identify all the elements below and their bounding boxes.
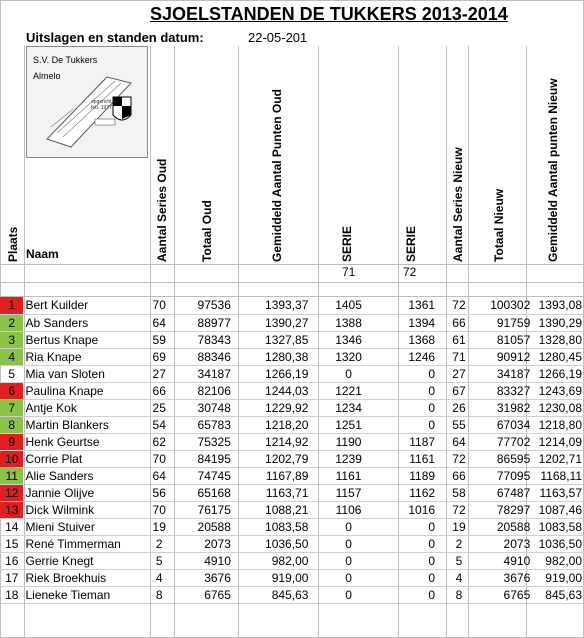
table-row [0, 535, 584, 552]
name-cell: Bertus Knape [23, 331, 147, 348]
series-new-cell: 72 [437, 450, 481, 467]
table-row [0, 518, 584, 535]
total-new-cell: 77095 [481, 467, 532, 484]
total-new-cell: 4910 [481, 552, 532, 569]
total-new-cell: 67034 [481, 416, 532, 433]
total-new-cell: 20588 [481, 518, 532, 535]
rank-cell: 10 [0, 450, 23, 467]
table-row [0, 399, 584, 416]
col-header-aantal-series-oud: Aantal Series Oud [155, 158, 169, 262]
name-cell: Ria Knape [23, 348, 147, 365]
col-header-naam: Naam [26, 247, 59, 261]
name-cell: Antje Kok [23, 399, 147, 416]
series-new-cell: 55 [437, 416, 481, 433]
serie-71-cell: 0 [310, 535, 386, 552]
serie-71-cell: 1106 [310, 501, 386, 518]
table-row [0, 348, 584, 365]
series-new-cell: 61 [437, 331, 481, 348]
col-header-gemiddeld-oud: Gemiddeld Aantal Punten Oud [270, 89, 284, 262]
total-new-cell: 67487 [481, 484, 532, 501]
serie-72-cell: 1189 [387, 467, 437, 484]
avg-new-cell: 1328,80 [532, 331, 584, 348]
col-header-serie-2: SERIE [404, 225, 418, 262]
rank-cell: 12 [0, 484, 23, 501]
serie-72-cell: 1368 [387, 331, 437, 348]
total-old-cell: 84195 [171, 450, 233, 467]
rank-cell: 9 [0, 433, 23, 450]
col-header-totaal-oud: Totaal Oud [200, 200, 214, 262]
series-new-cell: 26 [437, 399, 481, 416]
series-old-cell: 64 [147, 314, 170, 331]
total-old-cell: 88346 [171, 348, 233, 365]
total-new-cell: 6765 [481, 586, 532, 603]
series-new-cell: 71 [437, 348, 481, 365]
serie-72-cell: 0 [387, 518, 437, 535]
standings-table [0, 297, 584, 604]
avg-old-cell: 919,00 [233, 569, 311, 586]
table-row [0, 382, 584, 399]
total-new-cell: 78297 [481, 501, 532, 518]
total-new-cell: 77702 [481, 433, 532, 450]
table-row [0, 569, 584, 586]
avg-new-cell: 1202,71 [532, 450, 584, 467]
rank-cell: 13 [0, 501, 23, 518]
serie-72-cell: 0 [387, 399, 437, 416]
serie-number-2: 72 [403, 265, 417, 279]
total-new-cell: 86595 [481, 450, 532, 467]
series-new-cell: 64 [437, 433, 481, 450]
total-old-cell: 65783 [171, 416, 233, 433]
logo-founded: opgericht in feb. 1977 [91, 99, 117, 111]
results-date-label: Uitslagen en standen datum: [26, 30, 204, 45]
series-old-cell: 69 [147, 348, 170, 365]
header-divider [0, 264, 584, 265]
avg-new-cell: 1218,80 [532, 416, 584, 433]
table-row [0, 450, 584, 467]
serie-72-cell: 1394 [387, 314, 437, 331]
serie-72-cell: 0 [387, 382, 437, 399]
avg-old-cell: 1327,85 [233, 331, 311, 348]
club-logo [26, 46, 148, 158]
series-new-cell: 58 [437, 484, 481, 501]
serie-71-cell: 0 [310, 569, 386, 586]
serie-72-cell: 0 [387, 416, 437, 433]
col-header-gemiddeld-nieuw: Gemiddeld Aantal punten Nieuw [546, 78, 560, 262]
series-old-cell: 5 [147, 552, 170, 569]
series-new-cell: 67 [437, 382, 481, 399]
series-old-cell: 19 [147, 518, 170, 535]
rank-cell: 4 [0, 348, 23, 365]
rank-cell: 18 [0, 586, 23, 603]
serie-72-cell: 1361 [387, 297, 437, 314]
series-old-cell: 70 [147, 450, 170, 467]
table-row [0, 365, 584, 382]
col-header-totaal-nieuw: Totaal Nieuw [492, 188, 506, 262]
avg-old-cell: 1266,19 [233, 365, 311, 382]
serie-72-cell: 1161 [387, 450, 437, 467]
avg-old-cell: 845,63 [233, 586, 311, 603]
rank-cell: 16 [0, 552, 23, 569]
avg-new-cell: 1214,09 [532, 433, 584, 450]
serie-72-cell: 1162 [387, 484, 437, 501]
series-old-cell: 27 [147, 365, 170, 382]
header-divider [0, 282, 584, 283]
name-cell: René Timmerman [23, 535, 147, 552]
table-row [0, 586, 584, 603]
avg-new-cell: 1036,50 [532, 535, 584, 552]
series-new-cell: 72 [437, 297, 481, 314]
rank-cell: 1 [0, 297, 23, 314]
avg-old-cell: 1036,50 [233, 535, 311, 552]
rank-cell: 2 [0, 314, 23, 331]
avg-old-cell: 1390,27 [233, 314, 311, 331]
rank-cell: 3 [0, 331, 23, 348]
table-row [0, 467, 584, 484]
avg-new-cell: 1390,29 [532, 314, 584, 331]
total-new-cell: 34187 [481, 365, 532, 382]
col-header-plaats: Plaats [6, 226, 20, 262]
serie-71-cell: 1221 [310, 382, 386, 399]
total-new-cell: 91759 [481, 314, 532, 331]
name-cell: Mieni Stuiver [23, 518, 147, 535]
avg-old-cell: 1088,21 [233, 501, 311, 518]
name-cell: Paulina Knape [23, 382, 147, 399]
name-cell: Alie Sanders [23, 467, 147, 484]
name-cell: Lieneke Tieman [23, 586, 147, 603]
serie-72-cell: 0 [387, 569, 437, 586]
avg-new-cell: 1230,08 [532, 399, 584, 416]
name-cell: Ab Sanders [23, 314, 147, 331]
series-new-cell: 8 [437, 586, 481, 603]
avg-new-cell: 1163,57 [532, 484, 584, 501]
serie-71-cell: 0 [310, 552, 386, 569]
avg-old-cell: 1218,20 [233, 416, 311, 433]
name-cell: Henk Geurtse [23, 433, 147, 450]
table-row [0, 484, 584, 501]
serie-71-cell: 1251 [310, 416, 386, 433]
series-old-cell: 66 [147, 382, 170, 399]
total-old-cell: 88977 [171, 314, 233, 331]
serie-71-cell: 1239 [310, 450, 386, 467]
series-old-cell: 62 [147, 433, 170, 450]
total-old-cell: 78343 [171, 331, 233, 348]
series-old-cell: 8 [147, 586, 170, 603]
total-old-cell: 30748 [171, 399, 233, 416]
name-cell: Corrie Plat [23, 450, 147, 467]
table-row [0, 314, 584, 331]
col-header-aantal-series-nieuw: Aantal Series Nieuw [451, 147, 465, 262]
rank-cell: 17 [0, 569, 23, 586]
serie-72-cell: 0 [387, 365, 437, 382]
serie-71-cell: 1161 [310, 467, 386, 484]
name-cell: Riek Broekhuis [23, 569, 147, 586]
avg-new-cell: 1168,11 [532, 467, 584, 484]
serie-72-cell: 1016 [387, 501, 437, 518]
serie-71-cell: 1157 [310, 484, 386, 501]
table-row [0, 416, 584, 433]
series-new-cell: 2 [437, 535, 481, 552]
avg-new-cell: 1280,45 [532, 348, 584, 365]
table-row [0, 552, 584, 569]
series-old-cell: 70 [147, 501, 170, 518]
series-new-cell: 4 [437, 569, 481, 586]
series-new-cell: 66 [437, 314, 481, 331]
serie-71-cell: 1405 [310, 297, 386, 314]
avg-old-cell: 1163,71 [233, 484, 311, 501]
avg-old-cell: 1167,89 [233, 467, 311, 484]
rank-cell: 6 [0, 382, 23, 399]
name-cell: Martin Blankers [23, 416, 147, 433]
avg-new-cell: 1393,08 [532, 297, 584, 314]
series-old-cell: 54 [147, 416, 170, 433]
serie-71-cell: 1388 [310, 314, 386, 331]
avg-old-cell: 1280,38 [233, 348, 311, 365]
series-new-cell: 72 [437, 501, 481, 518]
page-title: SJOELSTANDEN DE TUKKERS 2013-2014 [150, 4, 508, 24]
avg-old-cell: 1393,37 [233, 297, 311, 314]
avg-new-cell: 1087,46 [532, 501, 584, 518]
total-old-cell: 97536 [171, 297, 233, 314]
rank-cell: 11 [0, 467, 23, 484]
total-old-cell: 82106 [171, 382, 233, 399]
serie-71-cell: 1234 [310, 399, 386, 416]
total-new-cell: 100302 [481, 297, 532, 314]
series-new-cell: 19 [437, 518, 481, 535]
avg-old-cell: 1083,58 [233, 518, 311, 535]
total-new-cell: 83327 [481, 382, 532, 399]
avg-new-cell: 1243,69 [532, 382, 584, 399]
series-old-cell: 25 [147, 399, 170, 416]
series-old-cell: 64 [147, 467, 170, 484]
series-old-cell: 56 [147, 484, 170, 501]
logo-place: Almelo [33, 71, 61, 81]
total-old-cell: 75325 [171, 433, 233, 450]
serie-number-1: 71 [342, 265, 356, 279]
serie-72-cell: 0 [387, 535, 437, 552]
total-old-cell: 3676 [171, 569, 233, 586]
table-row [0, 331, 584, 348]
rank-cell: 14 [0, 518, 23, 535]
serie-71-cell: 0 [310, 365, 386, 382]
serie-72-cell: 0 [387, 552, 437, 569]
avg-old-cell: 982,00 [233, 552, 311, 569]
avg-old-cell: 1229,92 [233, 399, 311, 416]
total-old-cell: 74745 [171, 467, 233, 484]
total-new-cell: 90912 [481, 348, 532, 365]
avg-old-cell: 1244,03 [233, 382, 311, 399]
table-row [0, 433, 584, 450]
serie-72-cell: 0 [387, 586, 437, 603]
name-cell: Jannie Olijve [23, 484, 147, 501]
total-old-cell: 76175 [171, 501, 233, 518]
serie-71-cell: 0 [310, 586, 386, 603]
serie-71-cell: 1320 [310, 348, 386, 365]
rank-cell: 15 [0, 535, 23, 552]
avg-new-cell: 919,00 [532, 569, 584, 586]
serie-71-cell: 0 [310, 518, 386, 535]
name-cell: Gerrie Knegt [23, 552, 147, 569]
total-new-cell: 81057 [481, 331, 532, 348]
name-cell: Mia van Sloten [23, 365, 147, 382]
total-new-cell: 3676 [481, 569, 532, 586]
avg-old-cell: 1214,92 [233, 433, 311, 450]
rank-cell: 5 [0, 365, 23, 382]
rank-cell: 8 [0, 416, 23, 433]
avg-new-cell: 982,00 [532, 552, 584, 569]
series-new-cell: 66 [437, 467, 481, 484]
series-new-cell: 5 [437, 552, 481, 569]
series-new-cell: 27 [437, 365, 481, 382]
total-old-cell: 65168 [171, 484, 233, 501]
series-old-cell: 2 [147, 535, 170, 552]
serie-71-cell: 1190 [310, 433, 386, 450]
name-cell: Bert Kuilder [23, 297, 147, 314]
total-new-cell: 31982 [481, 399, 532, 416]
col-header-serie-1: SERIE [340, 225, 354, 262]
serie-72-cell: 1246 [387, 348, 437, 365]
logo-club-name: S.V. De Tukkers [33, 55, 98, 65]
series-old-cell: 59 [147, 331, 170, 348]
avg-new-cell: 1266,19 [532, 365, 584, 382]
results-date-value: 22-05-201 [248, 30, 308, 45]
series-old-cell: 4 [147, 569, 170, 586]
table-row [0, 501, 584, 518]
name-cell: Dick Wilmink [23, 501, 147, 518]
series-old-cell: 70 [147, 297, 170, 314]
rank-cell: 7 [0, 399, 23, 416]
avg-old-cell: 1202,79 [233, 450, 311, 467]
serie-72-cell: 1187 [387, 433, 437, 450]
total-old-cell: 4910 [171, 552, 233, 569]
avg-new-cell: 845,63 [532, 586, 584, 603]
total-old-cell: 20588 [171, 518, 233, 535]
total-old-cell: 2073 [171, 535, 233, 552]
table-row [0, 297, 584, 314]
total-new-cell: 2073 [481, 535, 532, 552]
total-old-cell: 34187 [171, 365, 233, 382]
avg-new-cell: 1083,58 [532, 518, 584, 535]
total-old-cell: 6765 [171, 586, 233, 603]
serie-71-cell: 1346 [310, 331, 386, 348]
